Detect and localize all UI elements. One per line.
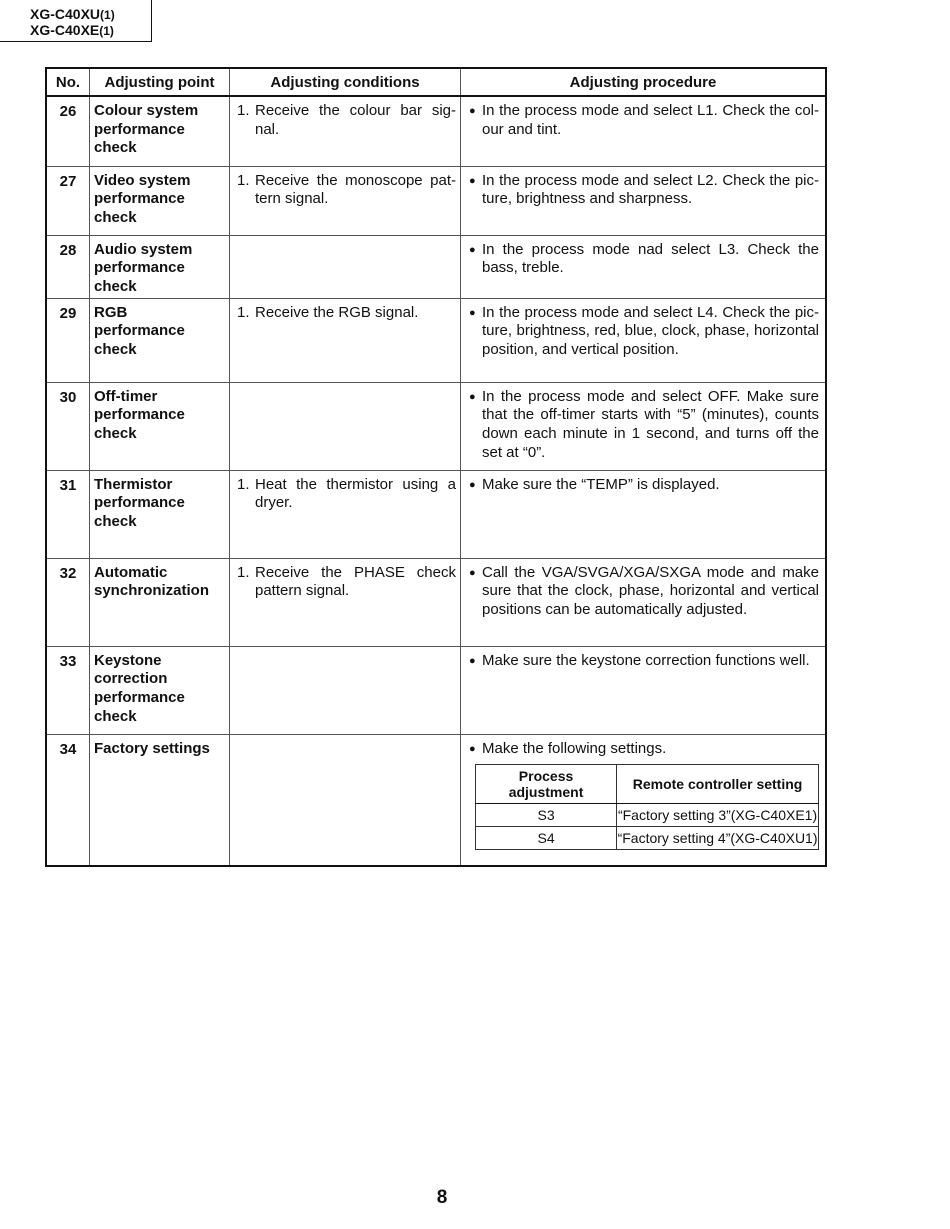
adjusting-condition	[230, 382, 461, 470]
adjusting-point-line: check	[94, 707, 137, 725]
table-row	[46, 558, 826, 646]
settings-cell: “Factory setting 4”(XG-C40XU1)	[617, 827, 819, 850]
model-name: XG-C40XU	[30, 6, 101, 22]
adjusting-condition	[230, 470, 461, 558]
bullet-icon: ●	[469, 742, 476, 755]
page-number: 8	[436, 1187, 448, 1208]
adjusting-procedure	[461, 558, 827, 646]
condition-item	[237, 564, 456, 601]
procedure-item	[469, 241, 819, 278]
table-row	[46, 646, 826, 734]
procedure-item	[469, 476, 819, 495]
procedure-item	[469, 388, 819, 463]
procedure-text: Call the VGA/SVGA/XGA/SXGA mode and make sure that the clock, phase, horizontal and vertical positions can be automatically adjusted.	[482, 563, 819, 618]
adjusting-point-line: Automatic	[94, 563, 168, 581]
bullet-icon: ●	[469, 306, 476, 319]
row-number: 30	[46, 382, 90, 470]
model-header	[0, 0, 152, 42]
adjusting-condition	[230, 96, 461, 166]
condition-item	[237, 102, 456, 139]
adjusting-point	[90, 298, 230, 382]
condition-text: Receive the PHASE check pattern signal.	[255, 563, 456, 600]
condition-text: Receive the RGB signal.	[255, 303, 419, 321]
table-row	[46, 734, 826, 866]
adjusting-condition	[230, 235, 461, 298]
adjusting-point-line: Audio system	[94, 240, 193, 258]
model-suffix: (1)	[99, 24, 114, 38]
row-number: 33	[46, 646, 90, 734]
model-suffix: (1)	[100, 8, 115, 22]
adjusting-point-line: check	[94, 340, 137, 358]
adjusting-procedure	[461, 470, 827, 558]
procedure-text: In the process mode and select L2. Check the pic-ture, brightness and sharpness.	[482, 171, 819, 208]
bullet-icon: ●	[469, 105, 476, 117]
adjusting-point-line: check	[94, 512, 137, 530]
condition-text: Receive the colour bar sig-nal.	[255, 102, 456, 138]
bullet-icon: ●	[469, 243, 476, 256]
adjusting-procedure	[461, 734, 827, 866]
adjusting-point-line: performance	[94, 322, 185, 340]
model-line-1	[30, 7, 151, 23]
adjusting-point-line: Video system	[94, 171, 191, 189]
adjusting-point-line: check	[94, 424, 137, 442]
model-name: XG-C40XE	[30, 22, 100, 38]
adjusting-procedure	[461, 235, 827, 298]
adjusting-point-line: performance	[94, 190, 185, 208]
settings-cell: “Factory setting 3”(XG-C40XE1)	[617, 804, 819, 827]
condition-number: 1.	[237, 171, 250, 189]
row-number: 29	[46, 298, 90, 382]
adjusting-point	[90, 96, 230, 166]
procedure-text: In the process mode and select OFF. Make sure that the off-timer starts with “5” (minutes), counts down each minute in 1 second, and turns off the set at “0”.	[482, 387, 819, 461]
adjusting-point	[90, 382, 230, 470]
condition-text: Receive the monoscope pat-tern signal.	[255, 171, 456, 208]
model-line-2	[30, 23, 151, 39]
adjusting-point-line: performance	[94, 494, 185, 512]
adjusting-point-line: RGB	[94, 303, 128, 321]
procedure-text: In the process mode and select L1. Check the col-our and tint.	[482, 102, 819, 138]
row-number: 28	[46, 235, 90, 298]
adjusting-point-line: Colour system	[94, 102, 199, 119]
adjusting-point	[90, 470, 230, 558]
row-number: 32	[46, 558, 90, 646]
adjusting-procedure	[461, 382, 827, 470]
header-adjusting-point: Adjusting point	[90, 68, 230, 96]
header-no: No.	[46, 68, 90, 96]
settings-header-cell: Remote controller setting	[617, 765, 819, 804]
procedure-text: Make the following settings.	[482, 739, 667, 757]
adjusting-point-line: Off-timer	[94, 387, 158, 405]
procedure-item	[469, 304, 819, 360]
condition-item	[237, 304, 456, 323]
procedure-item	[469, 102, 819, 139]
table-row	[46, 166, 826, 235]
settings-cell: S4	[476, 827, 617, 850]
header-adjusting-conditions: Adjusting conditions	[230, 68, 461, 96]
procedure-item	[469, 652, 819, 671]
procedure-text: Make sure the keystone correction functions well.	[482, 651, 810, 669]
table-header-row	[46, 68, 826, 96]
adjusting-point-line: Thermistor	[94, 475, 173, 493]
adjusting-point-line: performance	[94, 688, 185, 706]
table-row	[46, 470, 826, 558]
adjusting-point-line: Keystone	[94, 651, 162, 669]
adjusting-condition	[230, 166, 461, 235]
condition-number: 1.	[237, 475, 250, 493]
adjusting-point-line: performance	[94, 259, 185, 277]
adjusting-procedure	[461, 298, 827, 382]
procedure-item	[469, 564, 819, 620]
procedure-text: In the process mode nad select L3. Check the bass, treble.	[482, 240, 819, 277]
adjusting-procedure	[461, 96, 827, 166]
condition-number: 1.	[237, 303, 250, 321]
adjusting-condition	[230, 558, 461, 646]
table-row	[46, 382, 826, 470]
adjusting-point	[90, 734, 230, 866]
adjusting-procedure	[461, 166, 827, 235]
adjusting-condition	[230, 646, 461, 734]
procedure-text: Make sure the “TEMP” is displayed.	[482, 475, 720, 493]
adjusting-point-line: synchronization	[94, 582, 210, 600]
adjusting-point	[90, 235, 230, 298]
settings-row	[476, 827, 819, 850]
adjusting-point-line: check	[94, 208, 137, 226]
settings-row	[476, 804, 819, 827]
procedure-text: In the process mode and select L4. Check the pic-ture, brightness, red, blue, clock, phase, horizontal position, and vertical position.	[482, 303, 819, 358]
bullet-icon: ●	[469, 390, 476, 403]
adjusting-point-line: Factory settings	[94, 739, 210, 757]
row-number: 26	[46, 96, 90, 166]
settings-header-cell: Process adjustment	[476, 765, 617, 804]
adjustment-table	[45, 67, 827, 867]
table-row	[46, 96, 826, 166]
condition-item	[237, 172, 456, 209]
adjusting-condition	[230, 734, 461, 866]
adjusting-point-line: performance	[94, 406, 185, 424]
condition-number: 1.	[237, 563, 250, 581]
procedure-item	[469, 740, 819, 759]
bullet-icon: ●	[469, 478, 476, 491]
adjusting-condition	[230, 298, 461, 382]
adjusting-point-line: performance	[94, 120, 185, 138]
adjusting-point	[90, 646, 230, 734]
adjusting-point-line: check	[94, 277, 137, 295]
row-number: 31	[46, 470, 90, 558]
row-number: 27	[46, 166, 90, 235]
row-number: 34	[46, 734, 90, 866]
adjusting-point-line: correction	[94, 670, 168, 688]
table-row	[46, 235, 826, 298]
bullet-icon: ●	[469, 566, 476, 579]
header-adjusting-procedure: Adjusting procedure	[461, 68, 827, 96]
settings-cell: S3	[476, 804, 617, 827]
factory-settings-table	[475, 764, 819, 850]
procedure-item	[469, 172, 819, 209]
adjusting-point	[90, 558, 230, 646]
condition-item	[237, 476, 456, 513]
settings-header-row	[476, 765, 819, 804]
condition-text: Heat the thermistor using a dryer.	[255, 475, 456, 512]
bullet-icon: ●	[469, 654, 476, 667]
adjusting-point-line: check	[94, 139, 137, 157]
bullet-icon: ●	[469, 174, 476, 187]
adjusting-procedure	[461, 646, 827, 734]
table-row	[46, 298, 826, 382]
condition-number: 1.	[237, 102, 250, 119]
adjusting-point	[90, 166, 230, 235]
